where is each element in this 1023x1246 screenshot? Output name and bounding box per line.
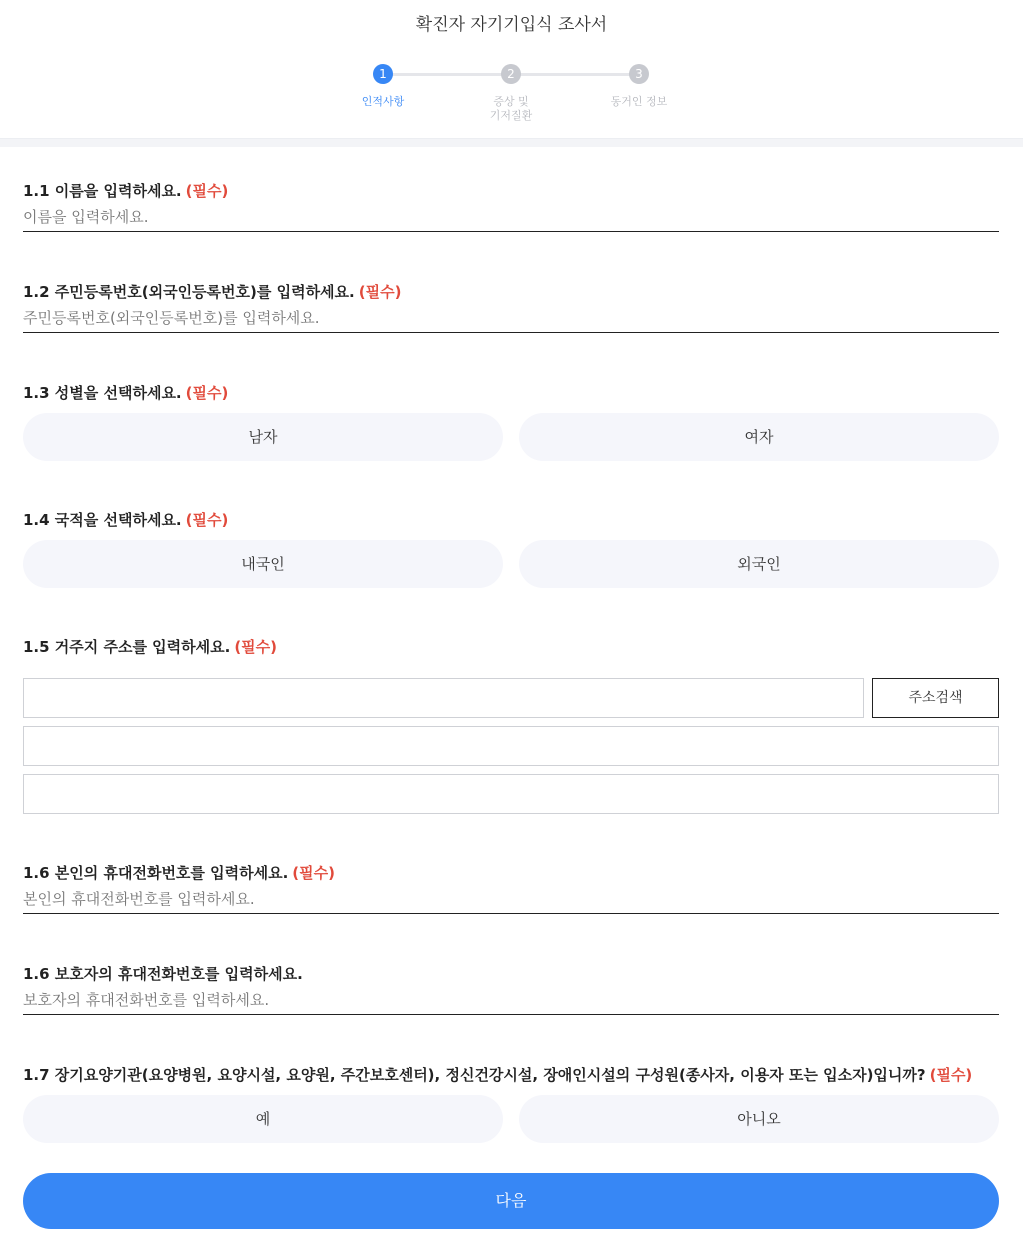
postal-address-input[interactable] xyxy=(23,678,864,718)
question-mobile-label xyxy=(23,862,335,883)
step-1-label-text: 인적사항 xyxy=(361,95,405,108)
question-text: 1.1 이름을 입력하세요. xyxy=(23,182,182,200)
header-divider xyxy=(0,138,1023,147)
step-3-label-text: 동거인 정보 xyxy=(610,95,668,108)
care-facility-yes-button[interactable]: 예 xyxy=(23,1095,503,1143)
question-care-facility-label xyxy=(23,1064,972,1085)
question-guardian-mobile-label xyxy=(23,963,303,984)
question-text: 1.7 장기요양기관(요양병원, 요양시설, 요양원, 주간보호센터), 정신건강시설, 장애인시설의 구성원(종사자, 이용자 또는 입소자)입니까? xyxy=(23,1066,926,1084)
next-button[interactable]: 다음 xyxy=(23,1173,999,1229)
question-text: 1.5 거주지 주소를 입력하세요. xyxy=(23,638,231,656)
step-2-label-line2: 기저질환 xyxy=(489,109,533,122)
progress-stepper xyxy=(0,64,1023,134)
required-marker: (필수) xyxy=(234,638,278,656)
care-facility-no-button[interactable]: 아니오 xyxy=(519,1095,999,1143)
guardian-mobile-input[interactable] xyxy=(23,985,999,1015)
question-address-label xyxy=(23,636,277,657)
required-marker: (필수) xyxy=(292,864,335,882)
question-rrn-label xyxy=(23,281,401,302)
address-search-button[interactable]: 주소검색 xyxy=(872,678,999,718)
step-3-label xyxy=(594,95,684,109)
nationality-domestic-button[interactable]: 내국인 xyxy=(23,540,503,588)
gender-female-button[interactable]: 여자 xyxy=(519,413,999,461)
rrn-input[interactable] xyxy=(23,303,999,333)
step-3-indicator: 3 xyxy=(629,64,649,84)
address-detail-input[interactable] xyxy=(23,774,999,814)
question-gender-label xyxy=(23,382,228,403)
step-connector-2 xyxy=(520,73,630,76)
mobile-input[interactable] xyxy=(23,884,999,914)
step-connector-1 xyxy=(392,73,502,76)
required-marker: (필수) xyxy=(185,182,229,200)
question-nationality-label xyxy=(23,509,228,530)
page-title: 확진자 자기기입식 조사서 xyxy=(415,15,608,35)
step-1-label xyxy=(338,95,428,109)
question-text: 1.2 주민등록번호(외국인등록번호)를 입력하세요. xyxy=(23,283,355,301)
step-1-indicator: 1 xyxy=(373,64,393,84)
question-text: 1.6 보호자의 휴대전화번호를 입력하세요. xyxy=(23,965,303,983)
required-marker: (필수) xyxy=(185,511,229,529)
gender-male-button[interactable]: 남자 xyxy=(23,413,503,461)
name-input[interactable] xyxy=(23,202,999,232)
step-2-label-line1: 증상 및 xyxy=(493,95,529,108)
required-marker: (필수) xyxy=(929,1066,973,1084)
page-header xyxy=(0,0,1023,138)
nationality-foreign-button[interactable]: 외국인 xyxy=(519,540,999,588)
question-text: 1.3 성별을 선택하세요. xyxy=(23,384,182,402)
question-name-label xyxy=(23,180,228,201)
question-text: 1.4 국적을 선택하세요. xyxy=(23,511,182,529)
required-marker: (필수) xyxy=(358,283,402,301)
question-text: 1.6 본인의 휴대전화번호를 입력하세요. xyxy=(23,864,289,882)
step-2-label xyxy=(466,95,556,123)
step-2-indicator: 2 xyxy=(501,64,521,84)
address-line-input[interactable] xyxy=(23,726,999,766)
required-marker: (필수) xyxy=(185,384,229,402)
